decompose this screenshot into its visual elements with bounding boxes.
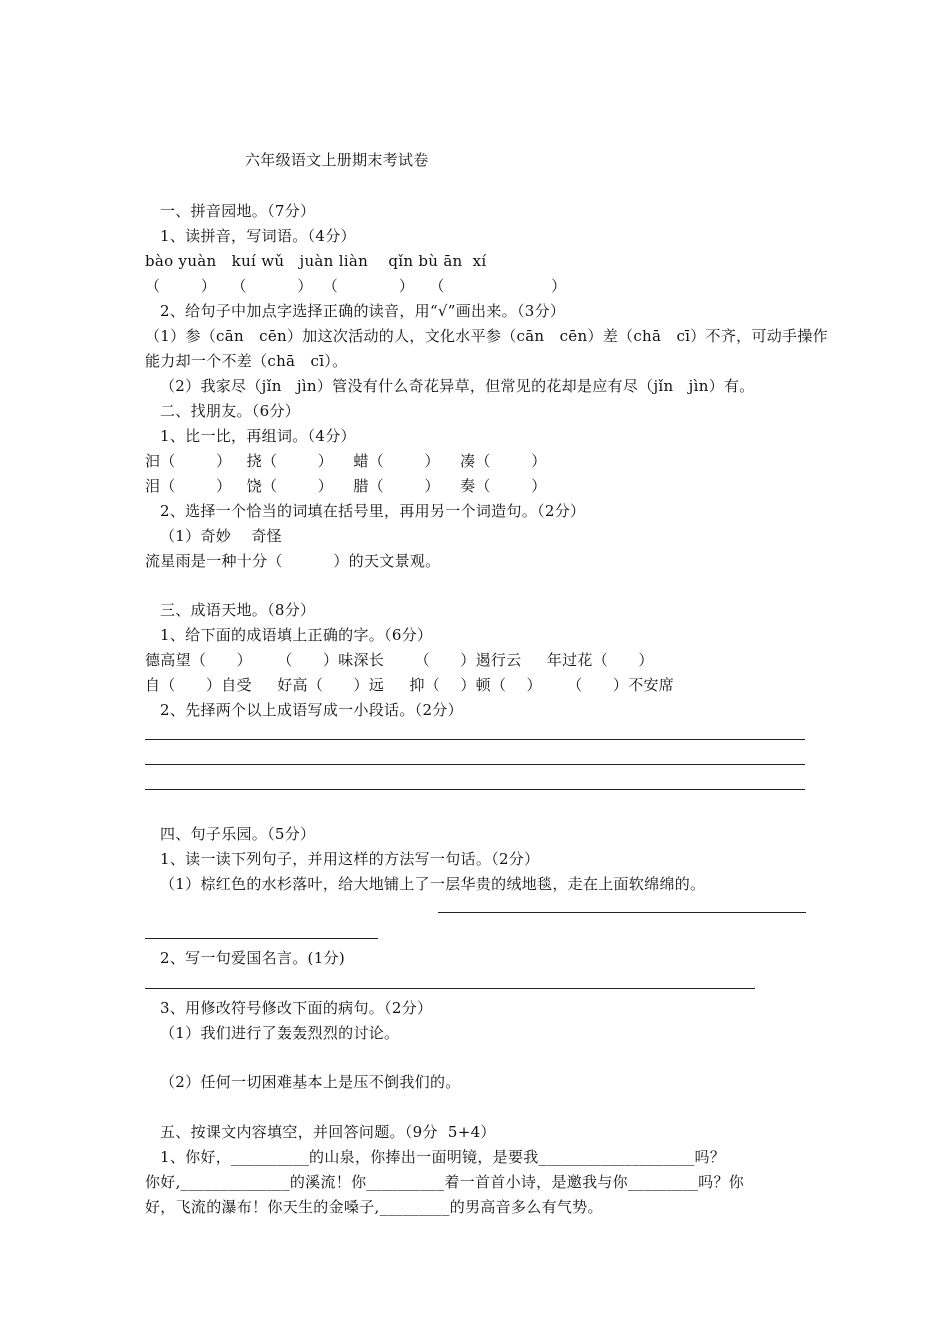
answer-line (145, 938, 378, 939)
section-heading: 三、成语天地。（8分） (160, 601, 316, 619)
question-text: 流星雨是一种十分（ ）的天文景观。 (145, 552, 441, 570)
pinyin-line: bào yuàn kuí wǔ juàn liàn qǐn bù ān xí (145, 252, 487, 270)
answer-line (145, 739, 805, 740)
answer-line (145, 789, 805, 790)
question-text: 1、比一比，再组词。（4分） (160, 427, 356, 445)
question-text: 好，飞流的瀑布！你天生的金嗓子,_________的男高音多么有气势。 (145, 1198, 603, 1216)
section-heading: 四、句子乐园。（5分） (160, 825, 316, 843)
question-text: 你好,______________的溪流！你__________着一首首小诗，是邀我与你_________吗？你 (145, 1173, 745, 1191)
idiom-row: 德高望（ ） （ ）味深长 （ ）遏行云 年过花（ ） (145, 651, 654, 669)
word-group-row: 泪（ ） 饶（ ） 腊（ ） 奏（ ） (145, 477, 547, 495)
answer-brackets: （ ） （ ） （ ） （ ） (145, 277, 567, 295)
question-text: 1、你好，__________的山泉，你捧出一面明镜，是要我____________________吗？ (160, 1148, 726, 1166)
question-text: 2、选择一个恰当的词填在括号里，再用另一个词造句。（2分） (160, 502, 586, 520)
section-heading: 一、拼音园地。（7分） (160, 202, 316, 220)
section-heading: 二、找朋友。（6分） (160, 402, 301, 420)
question-text: 2、写一句爱国名言。(1分) (160, 949, 345, 967)
question-text: （1）我们进行了轰轰烈烈的讨论。 (160, 1024, 400, 1042)
answer-line (438, 912, 806, 913)
question-text: （2）任何一切困难基本上是压不倒我们的。 (160, 1073, 461, 1091)
question-text: （1）奇妙 奇怪 (160, 527, 282, 545)
question-text: 1、读一读下列句子，并用这样的方法写一句话。（2分） (160, 850, 540, 868)
page-title: 六年级语文上册期末考试卷 (245, 151, 429, 169)
question-text: （1）棕红色的水杉落叶，给大地铺上了一层华贵的绒地毯，走在上面软绵绵的。 (160, 875, 706, 893)
word-group-row: 汩（ ） 挠（ ） 蜡（ ） 凑（ ） (145, 452, 547, 470)
answer-line (145, 764, 805, 765)
question-text: 3、用修改符号修改下面的病句。（2分） (160, 999, 433, 1017)
question-text: （1）参（cān cēn）加这次活动的人，文化水平参（cān cēn）差（chā cī）不齐，可动手操作 (145, 327, 828, 345)
question-text: 2、给句子中加点字选择正确的读音，用“√”画出来。（3分） (160, 302, 566, 320)
answer-line (145, 988, 755, 989)
question-text: （2）我家尽（jǐn jìn）管没有什么奇花异草，但常见的花却是应有尽（jǐn jìn）有。 (160, 377, 755, 395)
question-text: 1、给下面的成语填上正确的字。（6分） (160, 626, 433, 644)
idiom-row: 自（ ）自受 好高（ ）远 抑（ ）顿（ ） （ ）不安席 (145, 676, 675, 694)
section-heading: 五、按课文内容填空，并回答问题。（9分 5+4） (160, 1123, 496, 1141)
question-text: 2、先择两个以上成语写成一小段话。（2分） (160, 701, 463, 719)
question-text: 1、读拼音，写词语。（4分） (160, 227, 356, 245)
question-text: 能力却一个不差（chā cī）。 (145, 352, 348, 370)
